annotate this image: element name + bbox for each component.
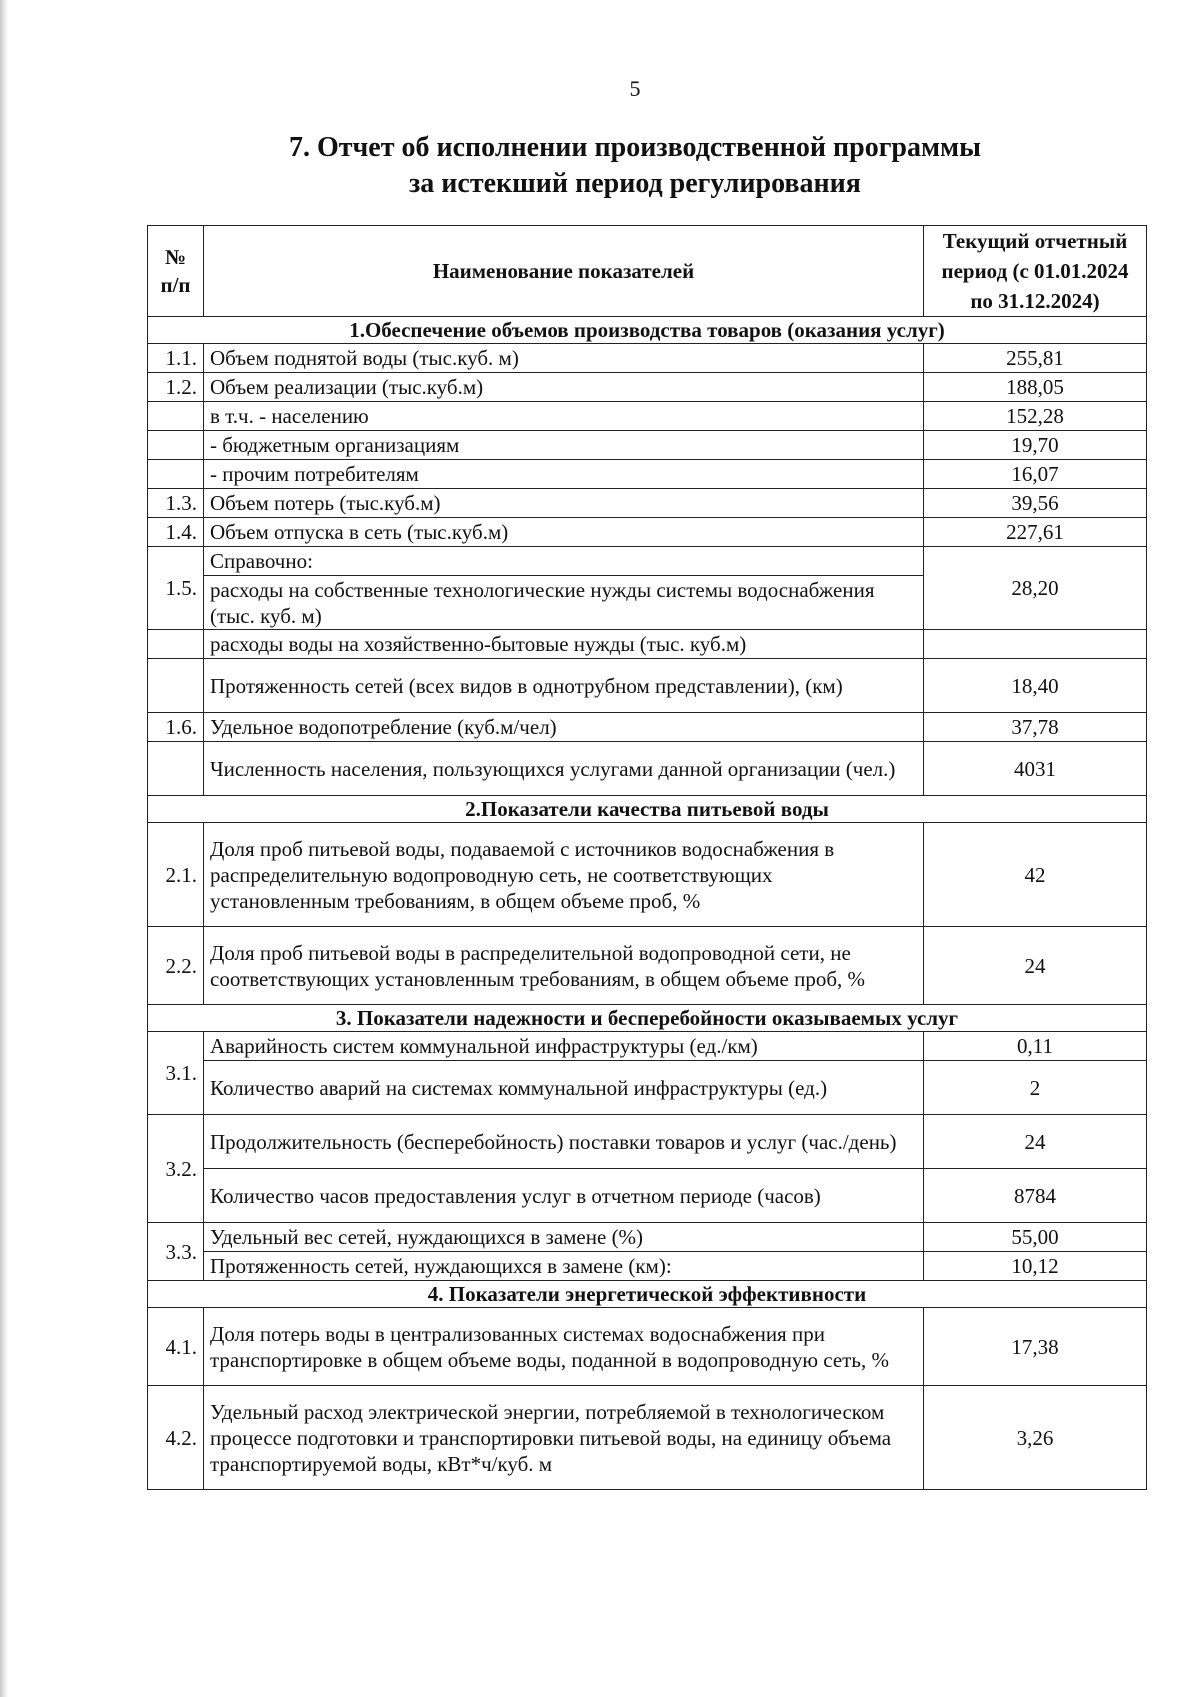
table-row: [148, 742, 1147, 796]
row-name: Количество аварий на системах коммунальной инфраструктуры (ед.): [204, 1061, 924, 1115]
row-num: 2.2.: [148, 927, 204, 1005]
row-name: - бюджетным организациям: [204, 431, 924, 460]
title-line-1: 7. Отчет об исполнении производственной программы: [288, 132, 981, 163]
row-value: 24: [924, 927, 1147, 1005]
table-row: [148, 713, 1147, 742]
row-name: - прочим потребителям: [204, 460, 924, 489]
row-name: Объем реализации (тыс.куб.м): [204, 373, 924, 402]
row-num: 1.4.: [148, 518, 204, 547]
row-num: [148, 742, 204, 796]
row-name: в т.ч. - населению: [204, 402, 924, 431]
table-row: [148, 1252, 1147, 1281]
row-name: Объем поднятой воды (тыс.куб. м): [204, 344, 924, 373]
header-num: № п/п: [148, 226, 204, 317]
section-title: 2.Показатели качества питьевой воды: [148, 796, 1147, 823]
row-name: Доля потерь воды в централизованных системах водоснабжения при транспортировке в общем объеме воды, поданной в водопроводную сеть, %: [204, 1308, 924, 1386]
row-value: 3,26: [924, 1386, 1147, 1490]
row-num: 2.1.: [148, 823, 204, 927]
table-row: [148, 344, 1147, 373]
row-value: 55,00: [924, 1223, 1147, 1252]
row-name: Объем потерь (тыс.куб.м): [204, 489, 924, 518]
row-num: 3.1.: [148, 1032, 204, 1115]
row-num: 1.2.: [148, 373, 204, 402]
header-name: Наименование показателей: [204, 226, 924, 317]
table-row: [148, 460, 1147, 489]
row-value: 0,11: [924, 1032, 1147, 1061]
title-line-2: за истекший период регулирования: [409, 168, 861, 199]
table-row: [148, 431, 1147, 460]
table-row: [148, 823, 1147, 927]
row-name: Количество часов предоставления услуг в отчетном периоде (часов): [204, 1169, 924, 1223]
section-title: 3. Показатели надежности и бесперебойности оказываемых услуг: [148, 1005, 1147, 1032]
row-value: 18,40: [924, 659, 1147, 713]
row-name: Численность населения, пользующихся услугами данной организации (чел.): [204, 742, 924, 796]
row-num: [148, 630, 204, 659]
page-title: [0, 130, 1200, 202]
table-row: [148, 1386, 1147, 1490]
table-row: [148, 1169, 1147, 1223]
row-name: Продолжительность (бесперебойность) поставки товаров и услуг (час./день): [204, 1115, 924, 1169]
report-table: [147, 225, 1147, 1490]
row-num: 4.2.: [148, 1386, 204, 1490]
table-row: [148, 402, 1147, 431]
section-title-row: [148, 317, 1147, 344]
table-row: [148, 659, 1147, 713]
section-title: 4. Показатели энергетической эффективности: [148, 1281, 1147, 1308]
row-name: Протяженность сетей (всех видов в однотрубном представлении), (км): [204, 659, 924, 713]
row-num: [148, 460, 204, 489]
section-title-row: [148, 796, 1147, 823]
row-value: 10,12: [924, 1252, 1147, 1281]
row-num: 1.6.: [148, 713, 204, 742]
row-num: 1.1.: [148, 344, 204, 373]
row-num: [148, 402, 204, 431]
table-row: [148, 518, 1147, 547]
row-name: Доля проб питьевой воды в распределительной водопроводной сети, не соответствующих установленным требованиям, в общем объеме проб, %: [204, 927, 924, 1005]
row-name: Аварийность систем коммунальной инфраструктуры (ед./км): [204, 1032, 924, 1061]
row-value: 24: [924, 1115, 1147, 1169]
row-name: Удельное водопотребление (куб.м/чел): [204, 713, 924, 742]
row-value: [924, 630, 1147, 659]
section-title: 1.Обеспечение объемов производства товаров (оказания услуг): [148, 317, 1147, 344]
row-value: 152,28: [924, 402, 1147, 431]
row-value: 39,56: [924, 489, 1147, 518]
row-value: 227,61: [924, 518, 1147, 547]
page-number: 5: [629, 76, 641, 101]
row-value: 37,78: [924, 713, 1147, 742]
row-num: 1.5.: [148, 547, 204, 630]
row-name: Протяженность сетей, нуждающихся в замене (км):: [204, 1252, 924, 1281]
row-num: 4.1.: [148, 1308, 204, 1386]
row-value: 188,05: [924, 373, 1147, 402]
table-row: [148, 1032, 1147, 1061]
header-value: Текущий отчетный период (с 01.01.2024 по 31.12.2024): [924, 226, 1147, 317]
row-value: 28,20: [924, 547, 1147, 630]
table-row: [148, 489, 1147, 518]
row-name: Справочно:: [204, 547, 924, 576]
row-value: 16,07: [924, 460, 1147, 489]
table-header-row: [148, 226, 1147, 317]
row-value: 4031: [924, 742, 1147, 796]
row-value: 255,81: [924, 344, 1147, 373]
row-value: 2: [924, 1061, 1147, 1115]
row-num: 3.2.: [148, 1115, 204, 1223]
row-value: 42: [924, 823, 1147, 927]
section-title-row: [148, 1281, 1147, 1308]
row-num: 3.3.: [148, 1223, 204, 1281]
row-value: 19,70: [924, 431, 1147, 460]
row-value: 8784: [924, 1169, 1147, 1223]
table-row: [148, 1308, 1147, 1386]
table-row: [148, 373, 1147, 402]
section-title-row: [148, 1005, 1147, 1032]
row-name: Удельный вес сетей, нуждающихся в замене (%): [204, 1223, 924, 1252]
row-name: Удельный расход электрической энергии, потребляемой в технологическом процессе подготовки и транспортировки питьевой воды, на единицу объема транспортируемой воды, кВт*ч/куб. м: [204, 1386, 924, 1490]
row-value: 17,38: [924, 1308, 1147, 1386]
table-row: [148, 547, 1147, 576]
row-num: 1.3.: [148, 489, 204, 518]
scan-edge-shadow: [0, 0, 8, 1697]
table-row: [148, 630, 1147, 659]
table-row: [148, 1061, 1147, 1115]
row-name: Доля проб питьевой воды, подаваемой с источников водоснабжения в распределительную водопроводную сеть, не соответствующих установленным требованиям, в общем объеме проб, %: [204, 823, 924, 927]
table-row: [148, 927, 1147, 1005]
row-name: расходы на собственные технологические нужды системы водоснабжения (тыс. куб. м): [204, 576, 924, 630]
table-row: [148, 1115, 1147, 1169]
row-name: расходы воды на хозяйственно-бытовые нужды (тыс. куб.м): [204, 630, 924, 659]
row-name: Объем отпуска в сеть (тыс.куб.м): [204, 518, 924, 547]
row-num: [148, 431, 204, 460]
table-row: [148, 1223, 1147, 1252]
row-num: [148, 659, 204, 713]
